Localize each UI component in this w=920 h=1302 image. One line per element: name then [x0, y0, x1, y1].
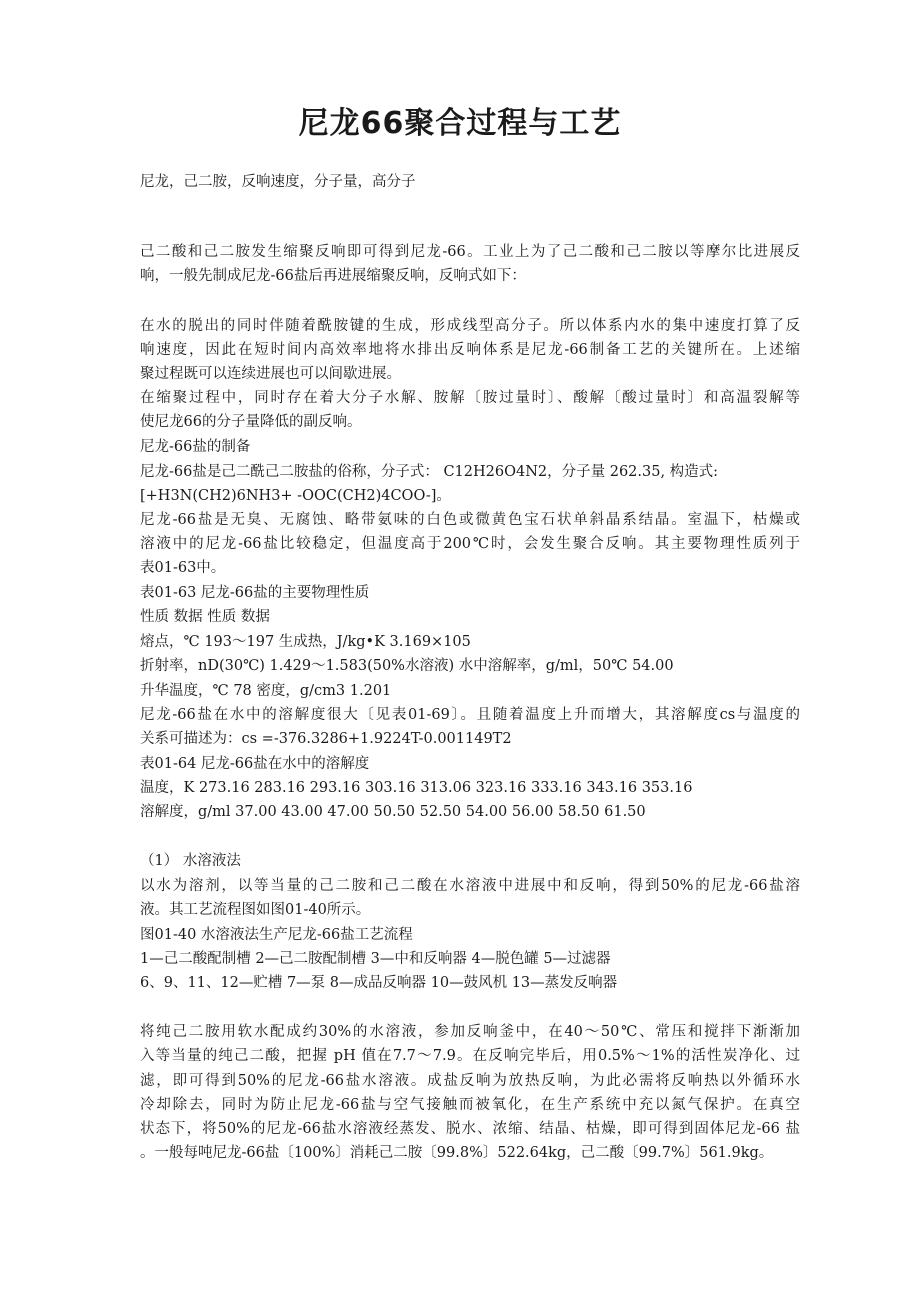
body-line: 滤，即可得到50%的尼龙-66盐水溶液。成盐反响为放热反响，为此必需将反响热以外循环水 [140, 1073, 800, 1089]
body-line: 液。其工艺流程图如图01-40所示。 [140, 902, 371, 918]
body-line: 聚过程既可以连续进展也可以间歇进展。 [140, 366, 401, 382]
keywords-line: 尼龙，己二胺，反响速度，分子量，高分子 [140, 174, 416, 190]
table-caption: 表01-64 尼龙-66盐在水中的溶解度 [140, 756, 370, 772]
document-title: 尼龙66聚合过程与工艺 [298, 106, 622, 141]
body-line: [+H3N(CH2)6NH3+ -OOC(CH2)4COO-]。 [140, 488, 451, 504]
figure-caption: 图01-40 水溶液法生产尼龙-66盐工艺流程 [140, 927, 413, 943]
body-line: 将纯己二胺用软水配成约30%的水溶液，参加反响釜中，在40～50℃、常压和搅拌下渐渐加 [140, 1024, 800, 1040]
table-row: 性质 数据 性质 数据 [140, 609, 270, 625]
body-line: 表01-63中。 [140, 560, 226, 576]
body-line: 。一般每吨尼龙-66盐〔100%〕消耗己二胺〔99.8%〕522.64kg，己二酸〔99.7%〕561.9kg。 [140, 1145, 774, 1161]
body-line: 在水的脱出的同时伴随着酰胺键的生成，形成线型高分子。所以体系内水的集中速度打算了反 [140, 318, 800, 334]
body-line: 响速度，因此在短时间内高效率地将水排出反响体系是尼龙-66制备工艺的关键所在。上述缩 [140, 342, 800, 358]
section-heading: 尼龙-66盐的制备 [140, 439, 251, 455]
body-line: 状态下，将50%的尼龙-66盐水溶液经蒸发、脱水、浓缩、结晶、枯燥，即可得到固体尼龙-66 盐 [140, 1121, 800, 1137]
table-row: 溶解度，g/ml 37.00 43.00 47.00 50.50 52.50 54.00 56.00 58.50 61.50 [140, 804, 646, 820]
body-line: 尼龙-66盐在水中的溶解度很大〔见表01-69〕。且随着温度上升而增大，其溶解度cs与温度的 [140, 707, 800, 723]
table-caption: 表01-63 尼龙-66盐的主要物理性质 [140, 585, 370, 601]
body-line: 溶液中的尼龙-66盐比较稳定，但温度高于200℃时，会发生聚合反响。其主要物理性质列于 [140, 536, 800, 552]
body-line: 入等当量的纯己二酸，把握 pH 值在7.7～7.9。在反响完毕后，用0.5%～1%的活性炭净化、过 [140, 1048, 800, 1064]
figure-legend: 6、9、11、12—贮槽 7—泵 8—成品反响器 10—鼓风机 13—蒸发反响器 [140, 975, 618, 991]
body-line: 使尼龙66的分子量降低的副反响。 [140, 414, 362, 430]
body-line: 冷却除去，同时为防止尼龙-66盐与空气接触而被氧化，在生产系统中充以氮气保护。在真空 [140, 1097, 800, 1113]
table-row: 升华温度，℃ 78 密度，g/cm3 1.201 [140, 683, 392, 699]
body-line: 在缩聚过程中，同时存在着大分子水解、胺解〔胺过量时〕、酸解〔酸过量时〕和高温裂解等 [140, 390, 800, 406]
figure-legend: 1—己二酸配制槽 2—己二胺配制槽 3—中和反响器 4—脱色罐 5—过滤器 [140, 951, 611, 967]
body-line: 响，一般先制成尼龙-66盐后再进展缩聚反响，反响式如下： [140, 268, 526, 284]
body-line: 尼龙-66盐是己二酰己二胺盐的俗称，分子式： C12H26O4N2，分子量 262.35, 构造式: [140, 464, 719, 480]
body-line: 尼龙-66盐是无臭、无腐蚀、略带氨味的白色或微黄色宝石状单斜晶系结晶。室温下，枯燥或 [140, 512, 800, 528]
section-heading: （1） 水溶液法 [140, 853, 241, 869]
body-line: 关系可描述为：cs =-376.3286+1.9224T-0.001149T2 [140, 731, 512, 747]
table-row: 折射率，nD(30℃) 1.429～1.583(50%水溶液) 水中溶解率，g/ml，50℃ 54.00 [140, 658, 674, 674]
body-line: 己二酸和己二胺发生缩聚反响即可得到尼龙-66。工业上为了己二酸和己二胺以等摩尔比进展反 [140, 244, 800, 260]
table-row: 温度，K 273.16 283.16 293.16 303.16 313.06 323.16 333.16 343.16 353.16 [140, 780, 693, 796]
body-line: 以水为溶剂，以等当量的己二胺和己二酸在水溶液中进展中和反响，得到50%的尼龙-66盐溶 [140, 878, 800, 894]
table-row: 熔点，℃ 193～197 生成热，J/kg•K 3.169×105 [140, 634, 471, 650]
